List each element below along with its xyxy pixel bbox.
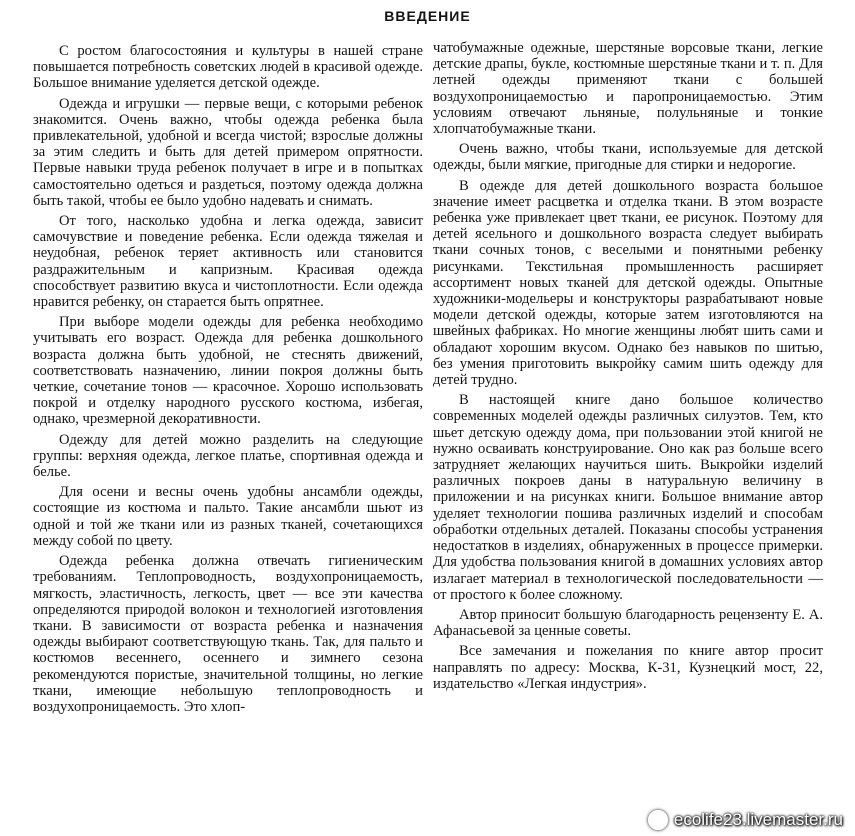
paragraph: Одежду для детей можно разделить на следующие группы: верхняя одежда, легкое платье, спортивная одежда и белье.: [33, 431, 423, 481]
paragraph: Автор приносит большую благодарность рецензенту Е. А. Афанасьевой за ценные советы.: [433, 606, 823, 640]
paragraph: Все замечания и пожелания по книге автор просит направлять по адресу: Москва, К-31, Кузнецкий мост, 22, издательство «Легкая индустрия».: [433, 643, 823, 692]
paragraph: В настоящей книге дано большое количество современных моделей одежды различных силуэтов. Тем, кто шьет детскую одежду дома, при пользовании этой книгой не нужно осваивать конструирование. Оно как раз больше всего затрудняет желающих научиться шить. Выкройки изделий различных покроев даны в натуральную величину в приложении и на рисунках книги. Большое внимание автор уделяет технологии пошива различных изделий и способам обработки отдельных деталей. Показаны способы устранения недостатков в изделиях, обнаруженных в процессе примерки. Для удобства пользования книгой в домашних условиях автор излагает материал в технологической последовательности — от простого к более сложному.: [433, 392, 823, 603]
paragraph: Одежда ребенка должна отвечать гигиеническим требованиям. Теплопроводность, воздухопроницаемость, мягкость, эластичность, легкость, цвет — все эти качества определяются природой волокон и технологией изготовления ткани. В зависимости от возраста ребенка и назначения одежды выбирают соответствующую ткань. Так, для пальто и костюмов весеннего, осеннего и зимнего сезона рекомендуются пористые, значительной толщины, но легкие ткани, имеющие небольшую теплопроводность и воздухопроницаемость. Это хлоп-: [33, 553, 423, 715]
paragraph: Одежда и игрушки — первые вещи, с которыми ребенок знакомится. Очень важно, чтобы одежда ребенка была привлекательной, удобной и всегда чистой; взрослые должны за этим следить и быть для детей примером опрятности. Первые навыки труда ребенок получает в игре и в попытках самостоятельно одеться и раздеться, поэтому одежда должна быть такой, чтобы ее было удобно надевать и снимать.: [33, 95, 423, 209]
watermark-text: ecolife23.livemaster.ru: [673, 810, 843, 829]
left-column: [33, 43, 423, 719]
paragraph: В одежде для детей дошкольного возраста большое значение имеет расцветка и отделка ткани. В этом возрасте ребенка уже привлекает цвет ткани, ее рисунок. Поэтому для детей ясельного и дошкольного возраста следует выбирать ткани сочных тонов, с веселыми и понятными ребенку рисунками. Текстильная промышленность расширяет ассортимент новых тканей для детской одежды. Опытные художники-модельеры и конструкторы разрабатывают новые модели детской одежды, которые затем изготовляются на швейных фабриках. Но многие женщины любят шить сами и обладают хорошим вкусом. Однако без навыков по шитью, без умения приготовить выкройку самим шить одежду для детей трудно.: [433, 177, 823, 389]
paragraph-continued: чатобумажные одежные, шерстяные ворсовые ткани, легкие детские драпы, букле, костюмные шерстяные ткани и т. п. Для летней одежды применяют ткани с большей воздухопроницаемостью и паропроницаемостью. Этим условиям отвечают льняные, полульняные и тонкие хлопчатобумажные ткани.: [433, 40, 823, 138]
right-column: [433, 40, 823, 696]
watermark: [648, 810, 843, 830]
paragraph: Очень важно, чтобы ткани, используемые для детской одежды, были мягкие, пригодные для стирки и недорогие.: [433, 141, 823, 174]
paragraph: При выборе модели одежды для ребенка необходимо учитывать его возраст. Одежда для ребенка дошкольного возраста должна быть удобной, не стеснять движений, соответствовать назначению, линии покроя должны быть четкие, сочетание тонов — красочное. Хорошо использовать покрой и отделку народного русского костюма, избегая, однако, чрезмерной декоративности.: [33, 314, 423, 428]
page-title: ВВЕДЕНИЕ: [384, 8, 471, 24]
watermark-logo-icon: [648, 810, 668, 830]
paragraph: От того, насколько удобна и легка одежда, зависит самочувствие и поведение ребенка. Если одежда тяжелая и неудобная, ребенок теряет активность или становится раздражительным и капризным. Красивая одежда способствует развитию вкуса и чистоплотности. Если одежда нравится ребенку, он старается быть опрятнее.: [33, 213, 423, 311]
paragraph: С ростом благосостояния и культуры в нашей стране повышается потребность советских людей в красивой одежде. Большое внимание уделяется детской одежде.: [33, 43, 423, 92]
paragraph: Для осени и весны очень удобны ансамбли одежды, состоящие из костюма и пальто. Такие ансамбли шьют из одной и той же ткани или из разных тканей, сочетающихся между собой по цвету.: [33, 484, 423, 549]
